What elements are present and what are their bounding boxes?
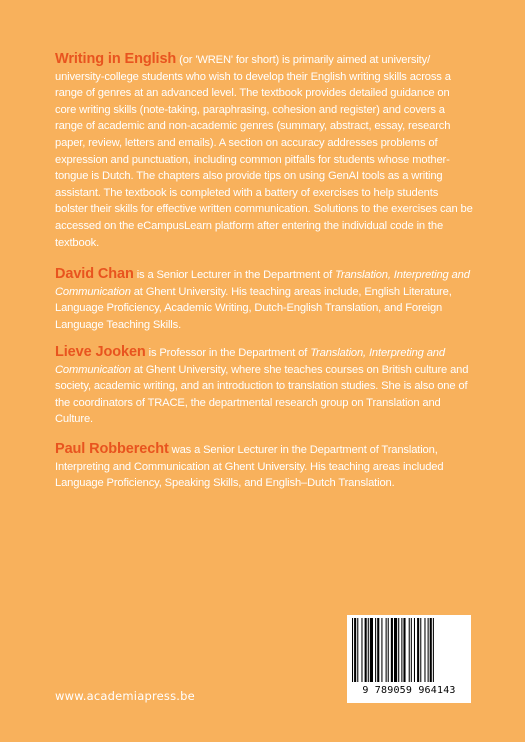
barcode-bar (398, 618, 399, 682)
author-name: Paul Robberecht (55, 441, 169, 457)
department-name: Translation, Interpreting and Communication (55, 269, 470, 298)
isbn-barcode (347, 615, 471, 703)
publisher-website: www.academiapress.be (55, 689, 195, 703)
barcode-bar (409, 618, 410, 682)
book-title: Writing in English (55, 51, 177, 67)
department-name: Translation, Interpreting and Communication (55, 347, 445, 376)
author-name: David Chan (55, 266, 134, 282)
author-bio-text: at Ghent University, where she teaches courses on British culture and society, academic writing, and an introduction to translation studies. She is also one of the coordinators of TRACE, the departmental research group on Translation and Culture. (55, 363, 469, 426)
isbn-number: 9 789059 964143 (362, 685, 456, 696)
blurb-text: (or 'WREN' for short) is primarily aimed at university/ university-college students who wish to develop their English writing skills across a range of genres at an advanced level. The textbook provides detailed guidance on core writing skills (note-taking, paraphrasing, cohesion and register) and covers a range of academic and non-academic genres (summary, abstract, essay, research paper, review, letters and emails). A section on accuracy addresses problems of expression and punctuation, including common pitfalls for students whose mother-tongue is Dutch. The chapters also provide tips on using GenAI tools as a writing assistant. The textbook is completed with a battery of exercises to help students bolster their skills for effective written communication. Solutions to the exercises can be accessed on the eCampusLearn platform after entering the individual code in the textbook. (55, 54, 473, 249)
barcode-bar (354, 618, 356, 682)
blurb-paragraph (55, 51, 473, 251)
barcode-bar (375, 618, 376, 682)
barcode-bar (403, 618, 405, 682)
author-bio-david-chan (55, 266, 473, 333)
barcode-bar (368, 618, 369, 682)
barcode-bar (394, 618, 397, 682)
barcode-bar (365, 618, 367, 682)
barcode-bar (414, 618, 415, 682)
barcode-bar (430, 618, 432, 682)
barcode-bar (361, 618, 362, 682)
barcode-bar (352, 618, 353, 682)
barcode-bars (350, 618, 468, 684)
author-bio-paul-robberecht (55, 441, 473, 492)
barcode-bar (420, 618, 421, 682)
barcode-bar (377, 618, 379, 682)
author-bio-text: was a Senior Lecturer in the Department of Translation, Interpreting and Communication at Ghent University. His teaching areas included Language Proficiency, Speaking Skills, and English–Dutch Translation. (55, 444, 444, 490)
barcode-bar (428, 618, 429, 682)
barcode-bar (370, 618, 373, 682)
author-bio-text: is a Senior Lecturer in the Department of (133, 269, 336, 281)
barcode-bar (424, 618, 425, 682)
barcode-bar (381, 618, 382, 682)
barcode-bar (417, 618, 419, 682)
barcode-bar (388, 618, 389, 682)
barcode-bar (411, 618, 412, 682)
author-bio-lieve-jooken (55, 344, 473, 428)
barcode-bar (391, 618, 393, 682)
barcode-bar (386, 618, 387, 682)
barcode-bar (433, 618, 434, 682)
author-name: Lieve Jooken (55, 344, 146, 360)
barcode-bar (357, 618, 358, 682)
author-bio-text: at Ghent University. His teaching areas include, English Literature, Language Proficiency, Academic Writing, Dutch-English Translation, and Foreign Language Teaching Skills. (55, 285, 452, 331)
barcode-bar (401, 618, 402, 682)
author-bio-text: is Professor in the Department of (145, 347, 311, 359)
